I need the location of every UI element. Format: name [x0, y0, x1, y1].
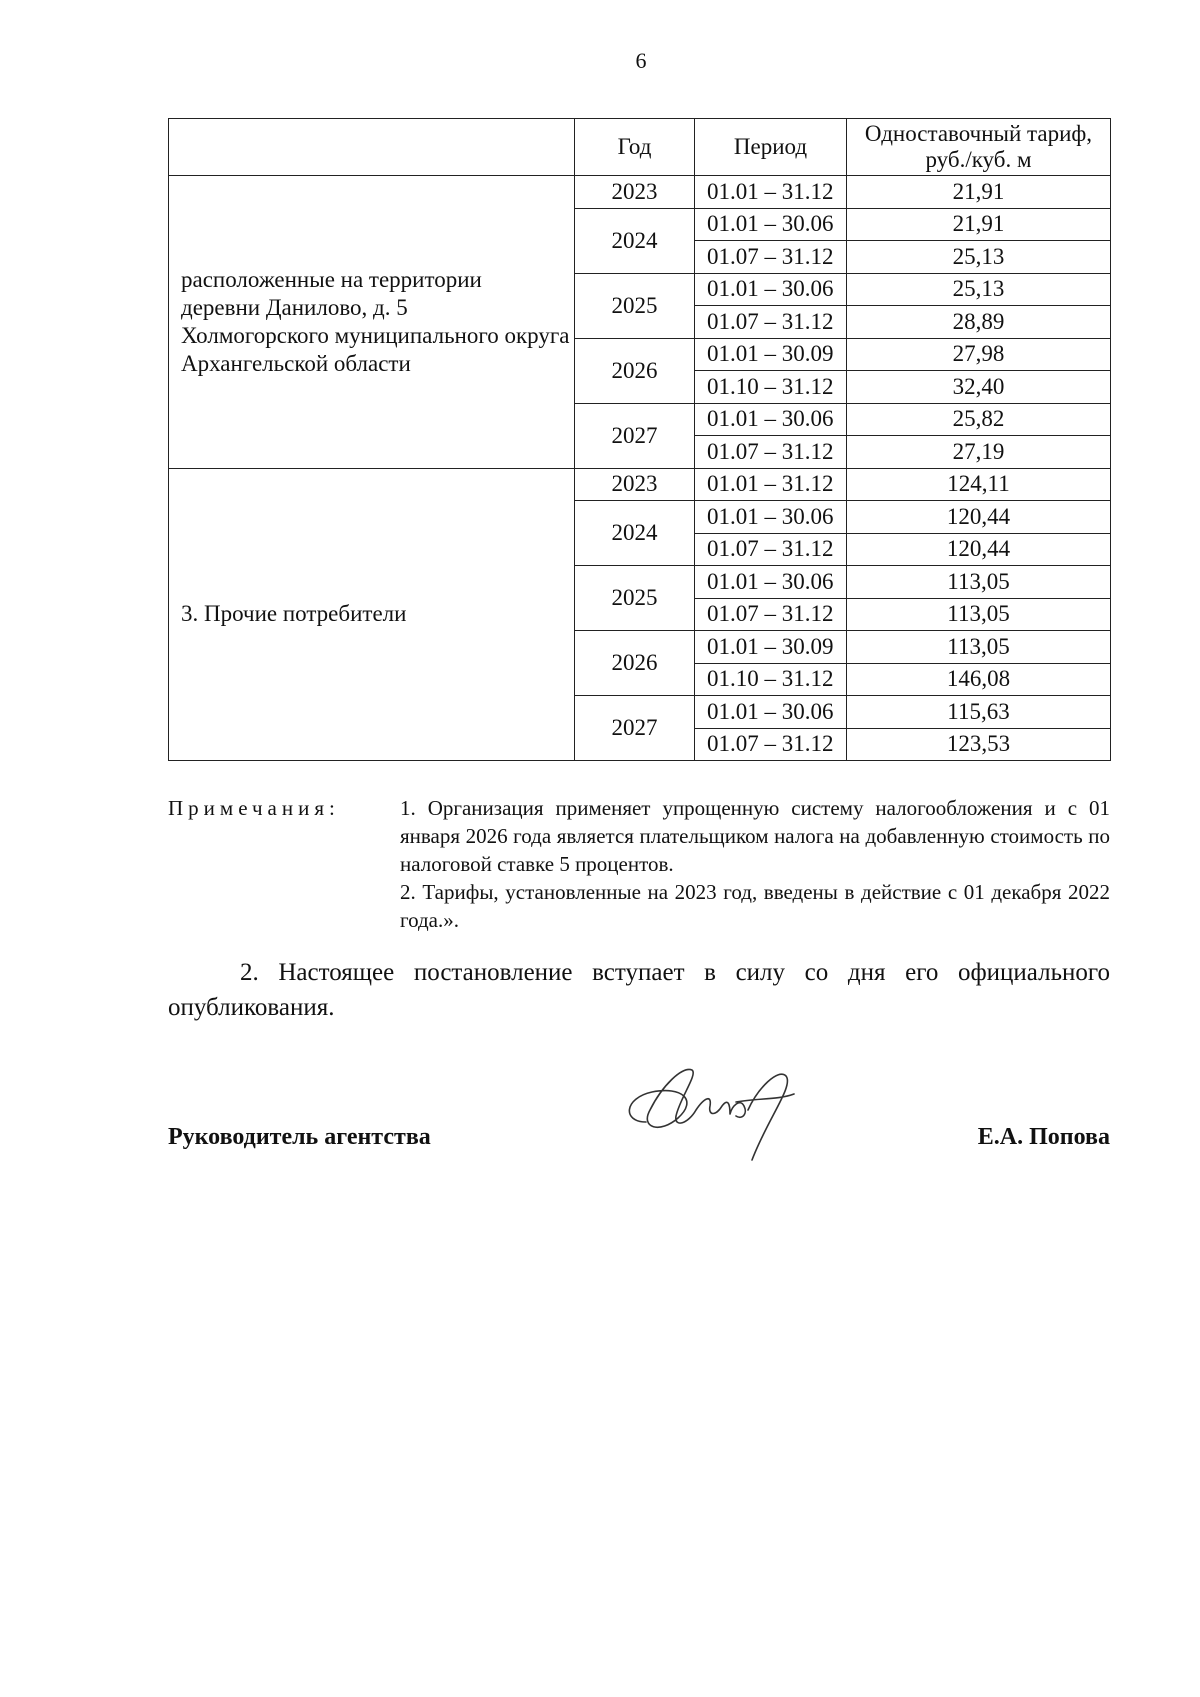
tariff-cell: 113,05: [847, 631, 1111, 664]
signatory-title: Руководитель агентства: [168, 1124, 431, 1150]
year-cell: 2027: [575, 696, 695, 761]
page-number: 6: [635, 48, 647, 73]
period-cell: 01.01 – 30.09: [695, 631, 847, 664]
period-cell: 01.01 – 30.06: [695, 501, 847, 534]
table-row: [169, 176, 1111, 209]
tariff-cell: 28,89: [847, 306, 1111, 339]
year-cell: 2025: [575, 273, 695, 338]
period-cell: 01.07 – 31.12: [695, 436, 847, 469]
period-cell: 01.01 – 31.12: [695, 468, 847, 501]
header-tariff: Одноставочный тариф, руб./куб. м: [847, 119, 1111, 176]
table-header-row: [169, 119, 1111, 176]
notes-label: Примечания:: [168, 796, 340, 820]
signatory-name: Е.А. Попова: [977, 1124, 1110, 1150]
tariff-cell: 21,91: [847, 176, 1111, 209]
tariff-cell: 25,13: [847, 241, 1111, 274]
period-cell: 01.10 – 31.12: [695, 663, 847, 696]
tariff-table: [168, 118, 1111, 761]
header-consumer: [169, 119, 575, 176]
tariff-cell: 115,63: [847, 696, 1111, 729]
consumer-line: 3. Прочие потребители: [181, 601, 407, 627]
tariff-cell: 32,40: [847, 371, 1111, 404]
header-period: Период: [695, 119, 847, 176]
tariff-cell: 146,08: [847, 663, 1111, 696]
period-cell: 01.07 – 31.12: [695, 598, 847, 631]
period-cell: 01.07 – 31.12: [695, 728, 847, 761]
year-cell: 2024: [575, 501, 695, 566]
year-cell: 2024: [575, 208, 695, 273]
tariff-cell: 120,44: [847, 501, 1111, 534]
period-cell: 01.01 – 30.06: [695, 566, 847, 599]
tariff-cell: 120,44: [847, 533, 1111, 566]
consumer-line: расположенные на территории: [181, 266, 482, 292]
year-cell: 2023: [575, 176, 695, 209]
year-cell: 2026: [575, 338, 695, 403]
note-item-1: 1. Организация применяет упрощенную систему налогообложения и с 01 января 2026 года является плательщиком налога на добавленную стоимость по налоговой ставке 5 процентов.: [400, 796, 1110, 876]
notes-list: [400, 794, 1110, 934]
tariff-cell: 27,98: [847, 338, 1111, 371]
year-cell: 2025: [575, 566, 695, 631]
tariff-table-body: [169, 176, 1111, 761]
period-cell: 01.01 – 31.12: [695, 176, 847, 209]
handwritten-signature: [618, 1058, 818, 1168]
consumer-line: Холмогорского муниципального округа: [181, 322, 570, 348]
table-row: [169, 468, 1111, 501]
tariff-cell: 123,53: [847, 728, 1111, 761]
year-cell: 2023: [575, 468, 695, 501]
consumer-category-cell: [169, 468, 575, 761]
tariff-cell: 113,05: [847, 598, 1111, 631]
effective-clause: 2. Настоящее постановление вступает в силу со дня его официального опубликования.: [168, 959, 1110, 1021]
period-cell: 01.07 – 31.12: [695, 533, 847, 566]
header-year: Год: [575, 119, 695, 176]
year-cell: 2027: [575, 403, 695, 468]
period-cell: 01.10 – 31.12: [695, 371, 847, 404]
consumer-category-cell: [169, 176, 575, 469]
tariff-cell: 25,82: [847, 403, 1111, 436]
consumer-line: Архангельской области: [181, 350, 411, 376]
year-cell: 2026: [575, 631, 695, 696]
tariff-cell: 25,13: [847, 273, 1111, 306]
period-cell: 01.01 – 30.06: [695, 208, 847, 241]
tariff-cell: 21,91: [847, 208, 1111, 241]
note-item-2: 2. Тарифы, установленные на 2023 год, введены в действие с 01 декабря 2022 года.».: [400, 880, 1110, 932]
period-cell: 01.01 – 30.06: [695, 696, 847, 729]
period-cell: 01.01 – 30.06: [695, 403, 847, 436]
period-cell: 01.01 – 30.06: [695, 273, 847, 306]
period-cell: 01.07 – 31.12: [695, 306, 847, 339]
tariff-cell: 124,11: [847, 468, 1111, 501]
period-cell: 01.01 – 30.09: [695, 338, 847, 371]
consumer-line: деревни Данилово, д. 5: [181, 294, 408, 320]
tariff-cell: 27,19: [847, 436, 1111, 469]
tariff-cell: 113,05: [847, 566, 1111, 599]
period-cell: 01.07 – 31.12: [695, 241, 847, 274]
